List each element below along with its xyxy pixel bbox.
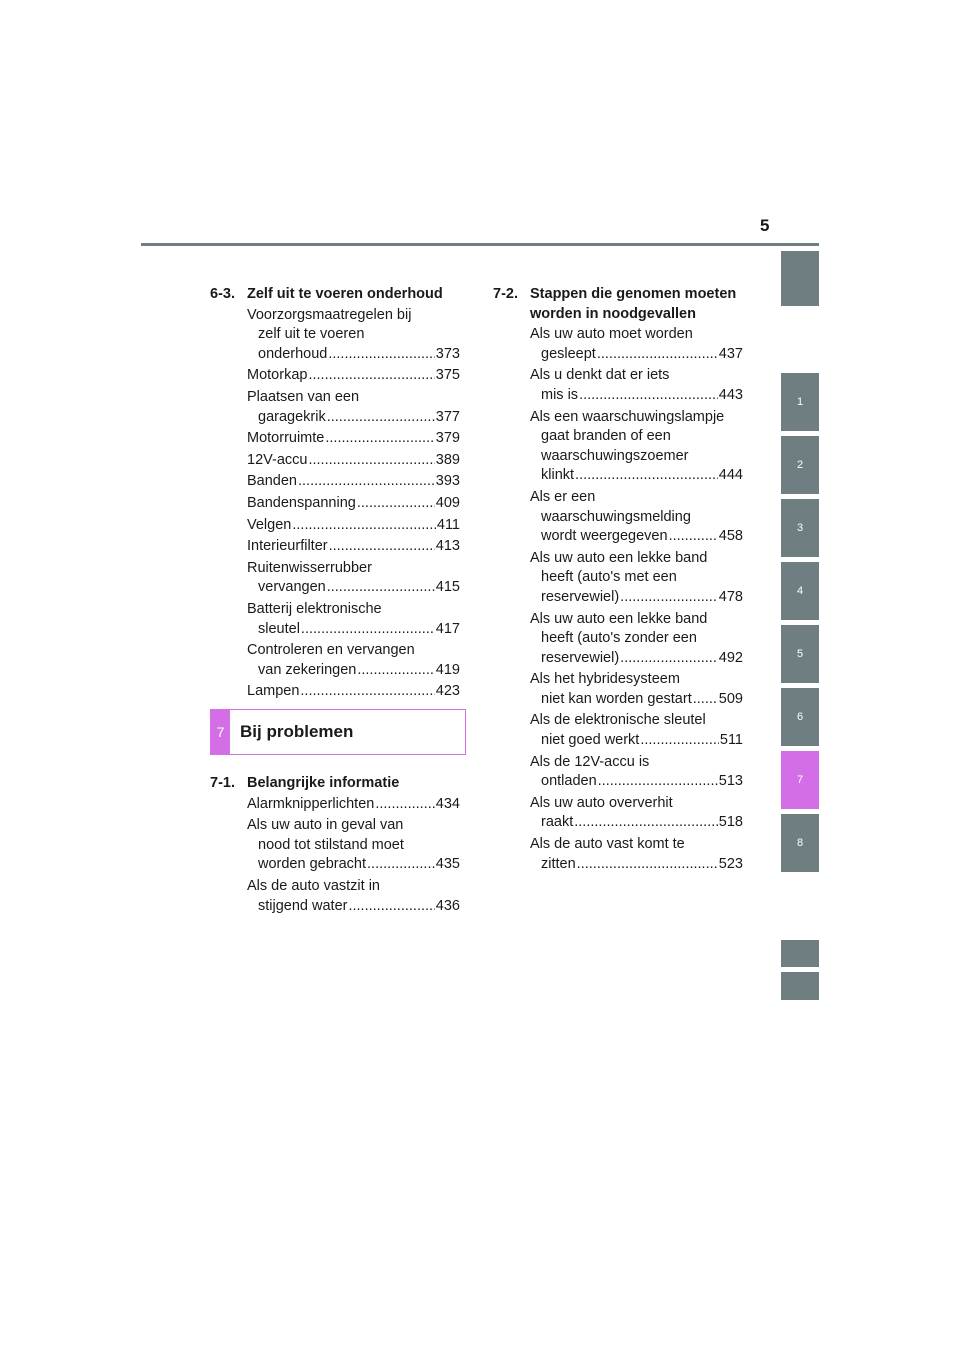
section-title: Belangrijke informatie <box>247 775 400 791</box>
dot-leader <box>327 408 435 428</box>
toc-entry-text: nood tot stilstand moet <box>258 836 404 853</box>
toc-entry[interactable] <box>247 600 460 639</box>
toc-entry-text: Controleren en vervangen <box>247 642 415 659</box>
toc-entry-leader-line <box>530 855 743 875</box>
toc-entry-text: reservewiel) <box>541 588 620 605</box>
toc-entry-text: waarschuwingsmelding <box>541 508 691 525</box>
section-title: Stappen die genomen moeten <box>530 286 737 302</box>
toc-entry-text: wordt weergegeven <box>541 528 668 545</box>
toc-entry[interactable] <box>530 549 743 608</box>
toc-entry[interactable] <box>530 711 743 750</box>
toc-entry-text: Velgen <box>247 516 292 533</box>
toc-entry-leader-line <box>530 731 743 751</box>
toc-entry[interactable] <box>247 877 460 916</box>
toc-entry-text: Motorkap <box>247 367 308 384</box>
toc-entry-text: niet goed werkt <box>541 732 640 749</box>
toc-entry-text: Als de auto vastzit in <box>247 877 380 894</box>
toc-entry-page: 417 <box>435 620 460 637</box>
toc-entry-leader-line <box>530 466 743 486</box>
toc-entry-page: 375 <box>435 367 460 384</box>
toc-entry[interactable] <box>247 429 460 449</box>
toc-entry[interactable] <box>530 610 743 669</box>
dot-leader <box>693 690 718 710</box>
toc-entry[interactable] <box>530 753 743 792</box>
toc-entry-text: Als uw auto een lekke band <box>530 549 708 566</box>
toc-entry-text: Interieurfilter <box>247 538 328 555</box>
section-heading <box>493 285 743 324</box>
toc-entry-leader-line <box>247 682 460 702</box>
toc-entry-text: van zekeringen <box>258 661 357 678</box>
dot-leader <box>375 795 434 815</box>
dot-leader <box>298 472 435 492</box>
tab-chapter-8[interactable]: 8 <box>781 814 819 872</box>
toc-entry-text: Als uw auto een lekke band <box>530 610 708 627</box>
toc-entries <box>210 306 460 702</box>
chapter-title: Bij problemen <box>240 722 354 741</box>
toc-entry-text: ontladen <box>541 773 597 790</box>
toc-entry-leader-line <box>530 813 743 833</box>
toc-entry-text: reservewiel) <box>541 649 620 666</box>
toc-entry-text: Als een waarschuwingslampje <box>530 408 725 425</box>
dot-leader <box>640 731 719 751</box>
dot-leader <box>301 620 435 640</box>
toc-entry-page: 511 <box>719 732 743 749</box>
toc-entry-page: 415 <box>435 579 460 596</box>
toc-entry-page: 478 <box>718 588 743 605</box>
tab-chapter-2[interactable]: 2 <box>781 436 819 494</box>
toc-column-left-lower <box>210 774 460 918</box>
dot-leader <box>620 588 718 608</box>
dot-leader <box>348 897 434 917</box>
header-rule <box>141 243 819 246</box>
toc-entry-leader-line <box>247 795 460 815</box>
toc-entry-leader-line <box>530 649 743 669</box>
toc-entry[interactable] <box>247 366 460 386</box>
toc-entry-leader-line <box>247 366 460 386</box>
tab-chapter-6[interactable]: 6 <box>781 688 819 746</box>
toc-entry[interactable] <box>530 325 743 364</box>
toc-entry-leader-line <box>530 690 743 710</box>
toc-entry-text: Als uw auto in geval van <box>247 817 404 834</box>
toc-entry[interactable] <box>530 408 743 486</box>
toc-entry-text: worden gebracht <box>258 856 367 873</box>
toc-entry-text: gesleept <box>541 345 596 362</box>
toc-entry[interactable] <box>247 472 460 492</box>
toc-entry-text: sleutel <box>258 620 300 637</box>
toc-entry-text: zelf uit te voeren <box>258 326 365 343</box>
chapter-header <box>210 709 466 755</box>
toc-entry-text: Motorruimte <box>247 430 325 447</box>
toc-entry[interactable] <box>247 795 460 815</box>
dot-leader <box>292 516 436 536</box>
toc-entry-text: mis is <box>541 386 579 403</box>
toc-entry-page: 393 <box>435 473 460 490</box>
toc-entry-page: 513 <box>718 773 743 790</box>
toc-entry-page: 509 <box>718 690 743 707</box>
toc-entry-text: Als u denkt dat er iets <box>530 367 670 384</box>
toc-entry-leader-line <box>247 451 460 471</box>
tab-chapter-4[interactable]: 4 <box>781 562 819 620</box>
toc-entry[interactable] <box>247 306 460 365</box>
toc-entry[interactable] <box>530 488 743 547</box>
toc-entry-text: Voorzorgsmaatregelen bij <box>247 306 412 323</box>
toc-entry-text: heeft (auto's met een <box>541 569 677 586</box>
tab-chapter-3[interactable]: 3 <box>781 499 819 557</box>
toc-entry[interactable] <box>247 559 460 598</box>
tab-blank-top <box>781 251 819 306</box>
toc-entry-text: heeft (auto's zonder een <box>541 630 697 647</box>
toc-entry-text: zitten <box>541 855 576 872</box>
tab-chapter-5[interactable]: 5 <box>781 625 819 683</box>
toc-entry-page: 377 <box>435 408 460 425</box>
dot-leader <box>598 772 718 792</box>
toc-entry-leader-line <box>530 588 743 608</box>
dot-leader <box>620 649 718 669</box>
toc-entry-leader-line <box>247 408 460 428</box>
toc-entry-page: 492 <box>718 649 743 666</box>
toc-entry[interactable] <box>530 670 743 709</box>
toc-entry-text: onderhoud <box>258 345 328 362</box>
dot-leader <box>325 429 434 449</box>
toc-entry-text: Als de elektronische sleutel <box>530 712 706 729</box>
dot-leader <box>597 345 718 365</box>
toc-entry-text: Als het hybridesysteem <box>530 671 680 688</box>
toc-entry-text: Als de auto vast komt te <box>530 836 685 853</box>
toc-entry-leader-line <box>247 472 460 492</box>
toc-entry-text: gaat branden of een <box>541 428 671 445</box>
toc-entry-page: 458 <box>718 528 743 545</box>
toc-entry-page: 423 <box>435 683 460 700</box>
section-number: 7-1. <box>210 775 235 791</box>
toc-entries <box>210 795 460 917</box>
tab-chapter-1[interactable]: 1 <box>781 373 819 431</box>
toc-entry[interactable] <box>247 641 460 680</box>
toc-column-right <box>493 285 743 876</box>
dot-leader <box>328 345 434 365</box>
dot-leader <box>300 682 434 702</box>
toc-entry-text: waarschuwingszoemer <box>541 447 689 464</box>
toc-entry-leader-line <box>530 772 743 792</box>
toc-entry-leader-line <box>247 537 460 557</box>
toc-entry-text: Bandenspanning <box>247 494 356 511</box>
toc-entry-page: 409 <box>435 494 460 511</box>
toc-entry-text: 12V-accu <box>247 451 308 468</box>
toc-column-left <box>210 285 460 704</box>
toc-entry-text: niet kan worden gestart <box>541 690 692 707</box>
section-number: 6-3. <box>210 286 235 302</box>
toc-entry-text: vervangen <box>258 579 326 596</box>
toc-entry-page: 419 <box>435 661 460 678</box>
tab-blank-index <box>781 940 819 967</box>
tab-blank-end <box>781 972 819 1000</box>
toc-entry[interactable] <box>530 835 743 874</box>
dot-leader <box>357 661 434 681</box>
toc-entry-text: Lampen <box>247 683 300 700</box>
dot-leader <box>577 855 718 875</box>
toc-entry-page: 437 <box>718 345 743 362</box>
toc-entry-page: 389 <box>435 451 460 468</box>
toc-entry-leader-line <box>247 578 460 598</box>
toc-entry[interactable] <box>247 494 460 514</box>
toc-entry-leader-line <box>530 386 743 406</box>
toc-entry[interactable] <box>247 451 460 471</box>
toc-entry-page: 518 <box>718 814 743 831</box>
toc-entry[interactable] <box>530 366 743 405</box>
toc-entry-text: Batterij elektronische <box>247 600 382 617</box>
toc-entry-text: stijgend water <box>258 897 348 914</box>
toc-entry-page: 523 <box>718 855 743 872</box>
toc-entry[interactable] <box>247 388 460 427</box>
page-number: 5 <box>760 216 770 235</box>
toc-entry-leader-line <box>247 855 460 875</box>
toc-entry-page: 413 <box>435 538 460 555</box>
section-heading <box>210 285 460 305</box>
toc-entry-text: Als er een <box>530 488 596 505</box>
toc-entry[interactable] <box>247 516 460 536</box>
dot-leader <box>669 527 718 547</box>
toc-entry-text: Banden <box>247 473 297 490</box>
toc-entry-text: klinkt <box>541 467 575 484</box>
toc-entry[interactable] <box>247 682 460 702</box>
dot-leader <box>575 466 718 486</box>
toc-entry-leader-line <box>247 494 460 514</box>
toc-entry-text: Ruitenwisserrubber <box>247 559 372 576</box>
toc-entry-page: 411 <box>436 516 460 533</box>
chapter-number: 7 <box>211 710 230 754</box>
toc-entry-text: Als de 12V-accu is <box>530 753 650 770</box>
toc-entry-leader-line <box>247 345 460 365</box>
toc-entry-page: 435 <box>435 856 460 873</box>
section-heading <box>210 774 460 794</box>
toc-entry-leader-line <box>247 661 460 681</box>
toc-entry-page: 434 <box>435 795 460 812</box>
toc-entry-leader-line <box>247 897 460 917</box>
toc-entry-page: 436 <box>435 897 460 914</box>
toc-entry-leader-line <box>530 527 743 547</box>
toc-entry-text: Als uw auto oververhit <box>530 794 673 811</box>
toc-entry[interactable] <box>247 537 460 557</box>
toc-entry[interactable] <box>530 794 743 833</box>
section-title-line2: worden in noodgevallen <box>530 305 696 322</box>
toc-entry[interactable] <box>247 816 460 875</box>
toc-entry-text: raakt <box>541 814 574 831</box>
dot-leader <box>574 813 718 833</box>
section-number: 7-2. <box>493 286 518 302</box>
dot-leader <box>329 537 435 557</box>
dot-leader <box>327 578 435 598</box>
dot-leader <box>308 451 434 471</box>
toc-entries <box>493 325 743 874</box>
toc-entry-page: 443 <box>718 386 743 403</box>
dot-leader <box>308 366 434 386</box>
toc-entry-text: Plaatsen van een <box>247 388 360 405</box>
dot-leader <box>367 855 435 875</box>
dot-leader <box>357 494 435 514</box>
toc-entry-leader-line <box>247 429 460 449</box>
toc-entry-page: 379 <box>435 430 460 447</box>
toc-entry-page: 444 <box>718 467 743 484</box>
section-title: Zelf uit te voeren onderhoud <box>247 286 443 302</box>
toc-entry-leader-line <box>247 620 460 640</box>
toc-entry-text: Als uw auto moet worden <box>530 326 693 343</box>
dot-leader <box>579 386 718 406</box>
toc-entry-page: 373 <box>435 345 460 362</box>
toc-entry-text: Alarmknipperlichten <box>247 795 375 812</box>
toc-entry-leader-line <box>247 516 460 536</box>
tab-chapter-7[interactable]: 7 <box>781 751 819 809</box>
toc-entry-text: garagekrik <box>258 408 326 425</box>
toc-entry-leader-line <box>530 345 743 365</box>
